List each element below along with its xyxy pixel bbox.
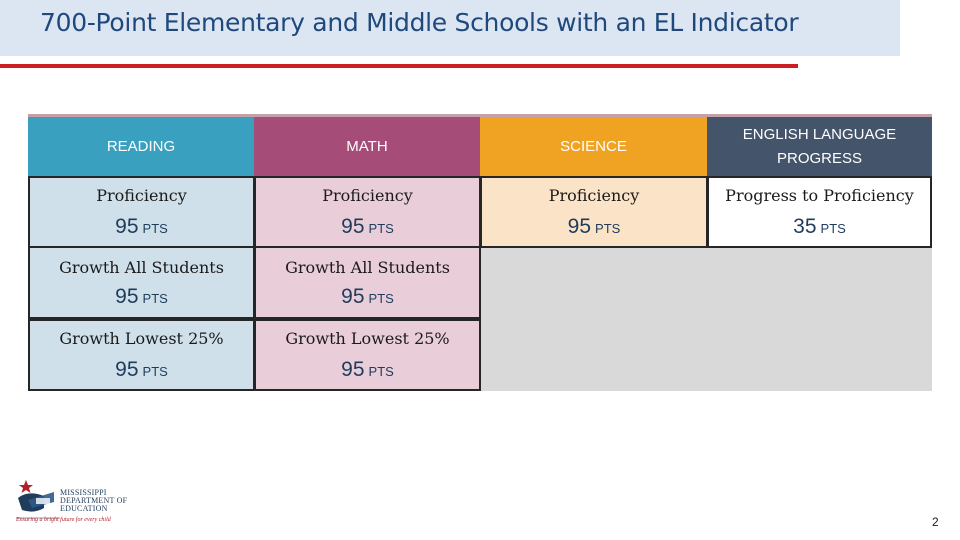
cell-label: Growth All Students <box>285 258 450 277</box>
reading-growth-all-cell <box>28 248 255 319</box>
elp-progress-cell <box>707 176 932 248</box>
cell-points: 35 PTS <box>793 215 846 238</box>
math-proficiency-cell <box>254 176 481 248</box>
cell-label: Proficiency <box>322 186 413 205</box>
cell-label: Proficiency <box>548 186 640 205</box>
science-proficiency-cell <box>480 176 708 248</box>
math-growth-all-cell <box>254 248 481 319</box>
reading-proficiency-cell <box>28 176 255 248</box>
header-reading: READING <box>28 114 254 176</box>
header-science: SCIENCE <box>480 114 707 176</box>
cell-points: 95 PTS <box>341 358 394 381</box>
header-english-language-progress: ENGLISH LANGUAGE PROGRESS <box>707 114 932 176</box>
cell-points: 95 PTS <box>115 215 168 238</box>
math-growth-lowest-cell <box>254 319 481 391</box>
header-math: MATH <box>254 114 480 176</box>
cell-points: 95 PTS <box>341 215 394 238</box>
cell-label: Growth Lowest 25% <box>59 329 224 348</box>
page-number: 2 <box>932 515 939 529</box>
reading-growth-lowest-cell <box>28 319 255 391</box>
cell-label: Proficiency <box>96 186 187 205</box>
title-divider <box>0 64 798 68</box>
cell-points: 95 PTS <box>115 358 168 381</box>
cell-points: 95 PTS <box>115 285 168 308</box>
page-title: 700-Point Elementary and Middle Schools with an EL Indicator <box>40 8 799 37</box>
cell-label: Growth All Students <box>59 258 224 277</box>
cell-label: Progress to Proficiency <box>725 186 914 205</box>
cell-points: 95 PTS <box>567 215 621 238</box>
cell-points: 95 PTS <box>341 285 394 308</box>
cell-label: Growth Lowest 25% <box>285 329 450 348</box>
logo-name: MISSISSIPPI DEPARTMENT OF EDUCATION <box>60 488 128 513</box>
logo-tagline: Ensuring a bright future for every child <box>16 517 111 523</box>
